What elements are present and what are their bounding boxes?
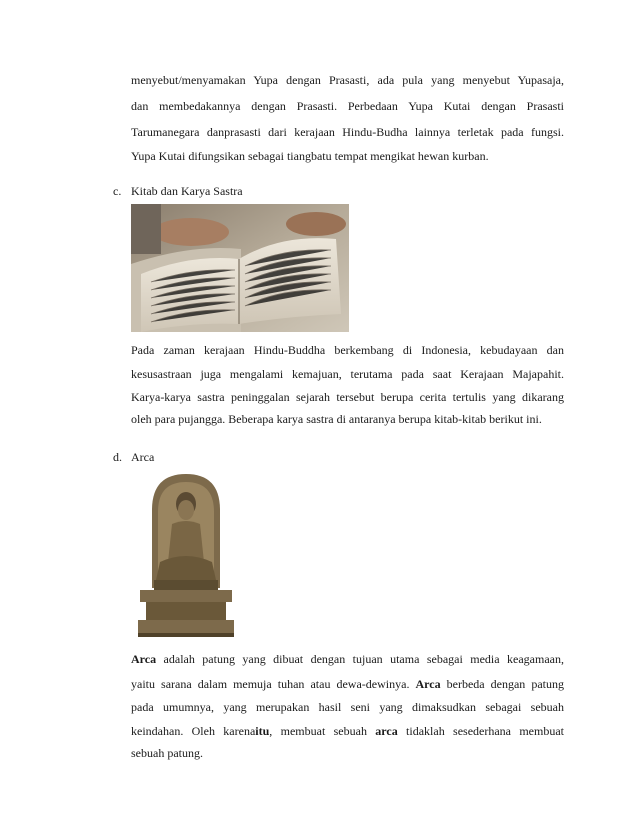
text-run: adalah patung yang dibuat dengan tujuan utama sebagai media keagamaan, [156,652,564,666]
paragraph-line: oleh para pujangga. Beberapa karya sastra di antaranya berupa kitab-kitab berikut ini. [131,412,542,426]
paragraph-line: menyebut/menyamakan Yupa dengan Prasasti, ada pula yang menyebut Yupasaja, [131,73,564,87]
section-title: Kitab dan Karya Sastra [131,184,243,198]
text-run: berbeda dengan patung [440,677,565,691]
paragraph-line: dan membedakannya dengan Prasasti. Perbedaan Yupa Kutai dengan Prasasti [131,99,564,113]
paragraph-line [131,676,564,692]
paragraph-line: Tarumanegara danprasasti dari kerajaan Hindu-Budha lainnya terletak pada fungsi. [131,125,564,139]
section-heading-d [113,449,154,465]
paragraph-line [131,723,564,739]
section-title: Arca [131,450,155,464]
arca-statue-photo [134,470,238,640]
text-run: keindahan. Oleh karena [131,724,256,738]
paragraph-line [131,651,564,667]
paragraph-line: Karya-karya sastra peninggalan sejarah tersebut berupa cerita tertulis yang dikarang [131,390,564,404]
manuscript-photo [131,204,349,332]
text-run: tidaklah sesederhana membuat [397,724,564,738]
paragraph-line: kesusastraan juga mengalami kemajuan, terutama pada saat Kerajaan Majapahit. [131,367,564,381]
bold-term: Arca [415,677,441,691]
paragraph-line: pada umumnya, yang merupakan hasil seni yang dimaksudkan sebagai sebuah [131,700,564,714]
paragraph-line: sebuah patung. [131,746,203,760]
section-heading-c [113,183,243,199]
list-marker: d. [113,450,122,464]
bold-term: arca [375,724,398,738]
paragraph-line: Yupa Kutai difungsikan sebagai tiangbatu tempat mengikat hewan kurban. [131,149,489,163]
paragraph-line: Pada zaman kerajaan Hindu-Buddha berkembang di Indonesia, kebudayaan dan [131,343,564,357]
list-marker: c. [113,184,122,198]
bold-term: itu [255,724,270,738]
text-run: yaitu sarana dalam memuja tuhan atau dewa-dewinya. [131,677,410,691]
text-run: , membuat sebuah [269,724,367,738]
bold-term: Arca [131,652,157,666]
